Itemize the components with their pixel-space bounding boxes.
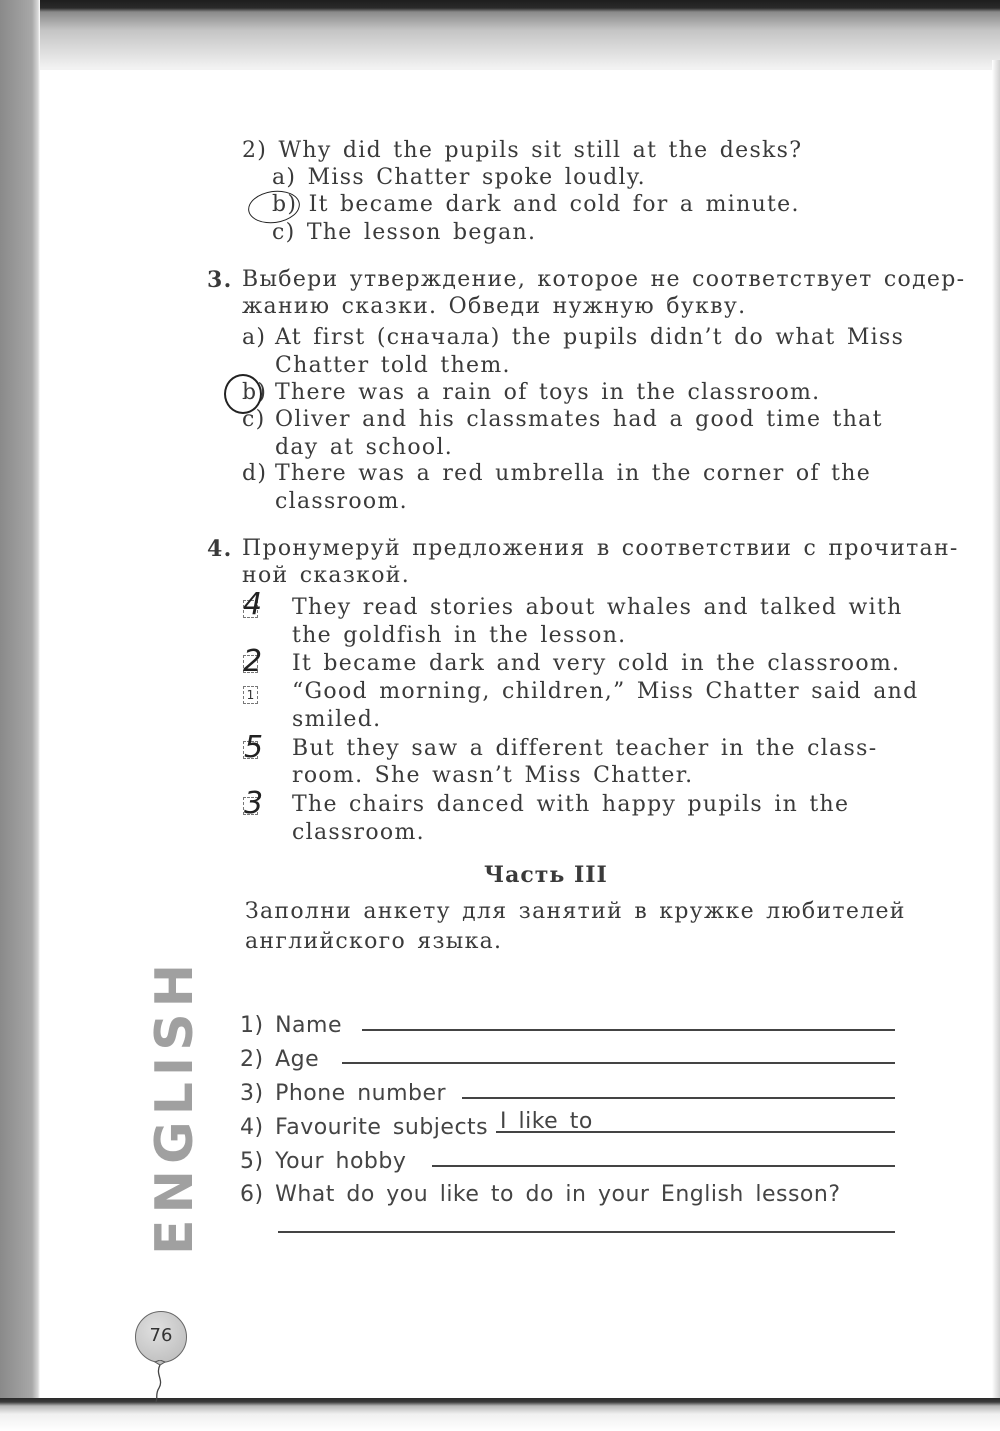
q4-item: But they saw a different teacher in the class- (292, 736, 878, 761)
q3-option-c: Oliver and his classmates had a good time that (275, 407, 883, 432)
q3-option-d: There was a red umbrella in the corner of the (275, 461, 872, 486)
subjects-field[interactable] (496, 1131, 895, 1133)
q4-item-cont: room. She wasn’t Miss Chatter. (292, 763, 694, 788)
part3-instruction: Заполни анкету для занятий в кружке любителей (245, 899, 906, 924)
q2-question: 2) Why did the pupils sit still at the desks? (242, 138, 803, 163)
q4-number: 4. (207, 536, 233, 562)
order-box[interactable]: 1 (243, 686, 258, 704)
form-label-hobby: 5) Your hobby (240, 1149, 407, 1174)
part3-instruction-cont: английского языка. (245, 929, 503, 954)
q3-number: 3. (207, 267, 233, 293)
q4-item: They read stories about whales and talked with (292, 595, 903, 620)
q3-option-d-letter: d) (242, 461, 268, 486)
q4-item: It became dark and very cold in the classroom. (292, 651, 901, 676)
page-number-balloon: 76 (135, 1311, 187, 1363)
q3-option-b: There was a rain of toys in the classroom. (275, 380, 821, 405)
q3-option-a-cont: Chatter told them. (275, 353, 511, 378)
q3-option-c-letter: c) (242, 407, 266, 432)
q3-option-b-letter: b) (242, 380, 268, 405)
age-field[interactable] (342, 1062, 895, 1064)
q3-option-d-cont: classroom. (275, 489, 408, 514)
side-label: ENGLISH (145, 957, 205, 1255)
form-label-age: 2) Age (240, 1047, 320, 1072)
q4-instruction-cont: ной сказкой. (242, 563, 411, 588)
q3-option-c-cont: day at school. (275, 435, 454, 460)
form-label-subjects: 4) Favourite subjects (240, 1115, 489, 1140)
subjects-value: I like to (500, 1109, 593, 1134)
q2-option-c: c) The lesson began. (272, 220, 537, 245)
q3-option-a: At first (сначала) the pupils didn’t do what Miss (275, 325, 905, 350)
q2-option-b: b) It became dark and cold for a minute. (272, 192, 800, 217)
q4-item-cont: classroom. (292, 820, 425, 845)
q3-option-a-letter: a) (242, 325, 267, 350)
scan-shadow-right (992, 60, 1000, 1400)
lesson-field[interactable] (278, 1231, 895, 1233)
phone-field[interactable] (462, 1097, 895, 1099)
q4-item-cont: smiled. (292, 707, 382, 732)
handwritten-number: 2 (243, 644, 263, 679)
name-field[interactable] (362, 1029, 895, 1031)
hobby-field[interactable] (432, 1165, 895, 1167)
scan-shadow-bottom (0, 1398, 1000, 1431)
handwritten-number: 5 (244, 730, 264, 765)
handwritten-number: 3 (244, 786, 264, 821)
q3-instruction: Выбери утверждение, которое не соответствует содер- (242, 267, 966, 292)
q3-instruction-cont: жанию сказки. Обведи нужную букву. (242, 294, 747, 319)
scan-shadow-top (0, 0, 1000, 70)
q4-instruction: Пронумеруй предложения в соответствии с прочитан- (242, 536, 959, 561)
q2-option-a: a) Miss Chatter spoke loudly. (272, 165, 646, 190)
scan-shadow-left (0, 0, 40, 1431)
form-label-phone: 3) Phone number (240, 1081, 447, 1106)
form-label-lesson: 6) What do you like to do in your English lesson? (240, 1182, 841, 1207)
balloon-string-icon (150, 1360, 170, 1402)
q4-item: The chairs danced with happy pupils in the (292, 792, 850, 817)
q4-item: “Good morning, children,” Miss Chatter said and (292, 679, 919, 704)
q4-item-cont: the goldfish in the lesson. (292, 623, 627, 648)
part-heading: Часть III (484, 862, 608, 888)
handwritten-number: 4 (243, 587, 263, 622)
form-label-name: 1) Name (240, 1013, 342, 1038)
